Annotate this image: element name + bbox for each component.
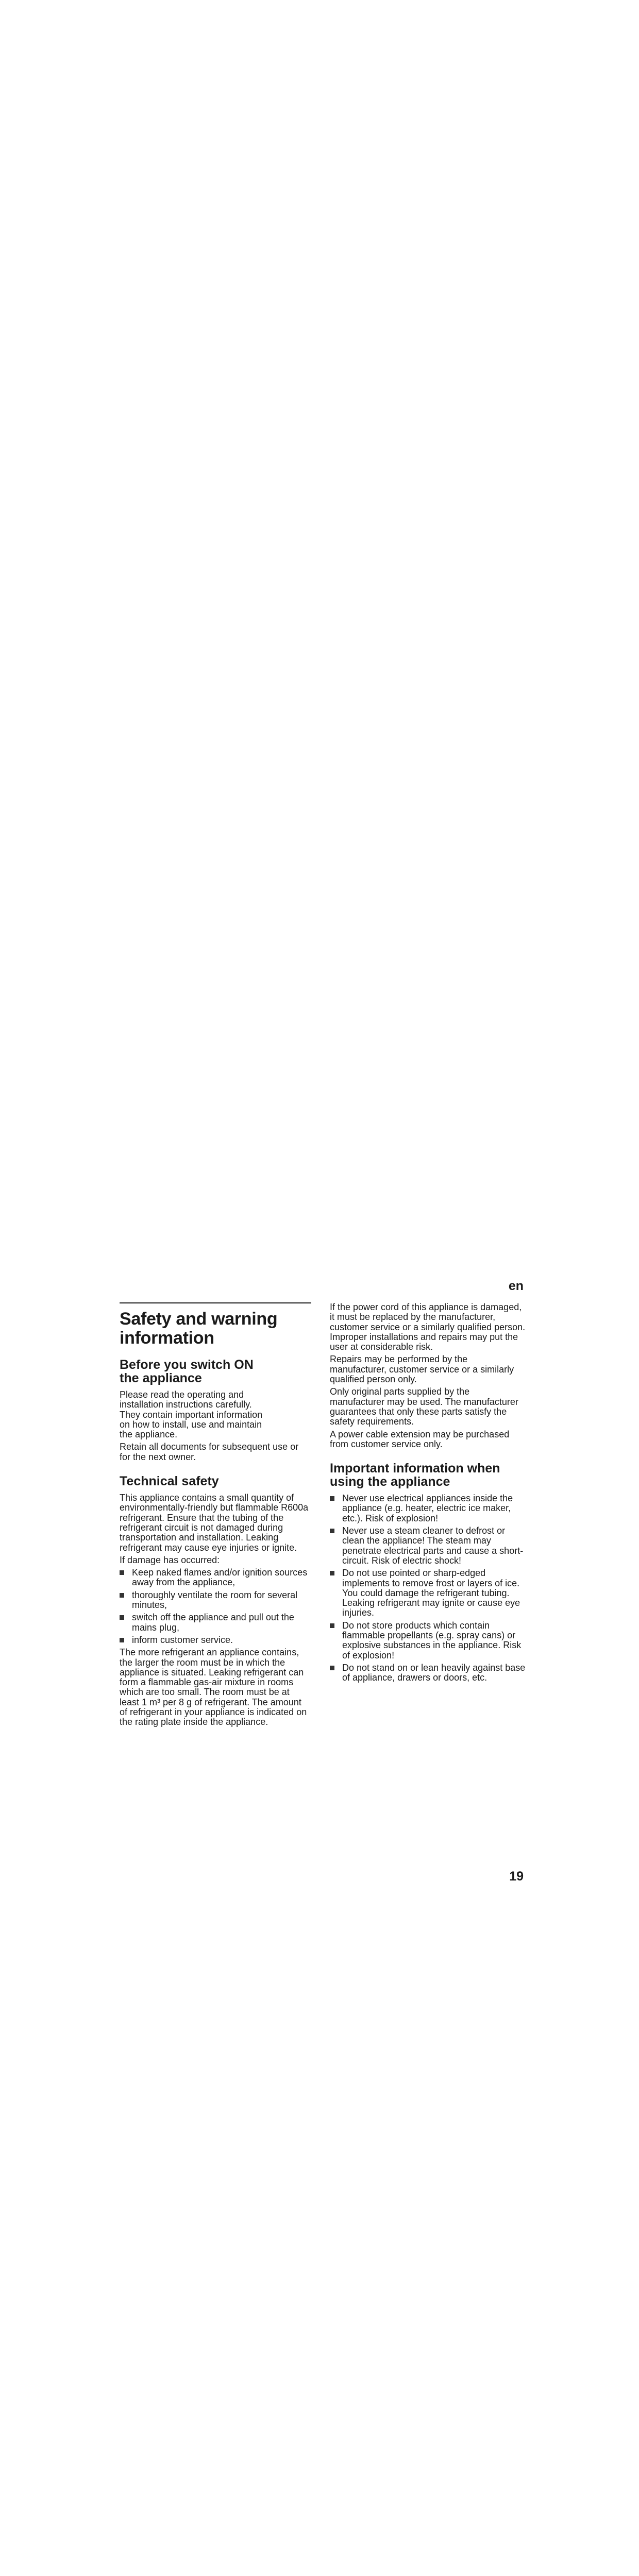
bullet-square-icon <box>330 1666 334 1670</box>
list-item-text: Do not stand on or lean heavily against base of appliance, drawers or doors, etc. <box>342 1662 526 1683</box>
left-column <box>120 1302 311 1730</box>
list-item <box>120 1568 311 1588</box>
technical-safety-intro: This appliance contains a small quantity of environmentally-friendly but flammable R600a refrigerant. Ensure that the tubing of the refrigerant circuit is not damaged during transportation and installation. Leaking refrigerant may cause eye injuries or ignite. <box>120 1493 309 1553</box>
bullet-square-icon <box>120 1593 124 1598</box>
original-parts-paragraph: Only original parts supplied by the manufacturer may be used. The manufacturer guarantees that only these parts satisfy the safety requirements. <box>330 1386 518 1427</box>
list-item-text: switch off the appliance and pull out the mains plug, <box>132 1612 294 1633</box>
right-column <box>330 1302 526 1686</box>
damage-actions-list <box>120 1568 311 1645</box>
section-heading-technical-safety: Technical safety <box>120 1474 219 1489</box>
list-item-text: Keep naked flames and/or ignition sources away from the appliance, <box>132 1567 308 1588</box>
list-item-text: thoroughly ventilate the room for several minutes, <box>132 1589 298 1611</box>
list-item-text: Never use electrical appliances inside the appliance (e.g. heater, electric ice maker, etc.). Risk of explosion! <box>342 1493 513 1523</box>
bullet-square-icon <box>120 1615 124 1620</box>
damage-lead-text: If damage has occurred: <box>120 1554 220 1565</box>
list-item-text: Never use a steam cleaner to defrost or clean the appliance! The steam may penetrate electrical parts and cause a short-circuit. Risk of electric shock! <box>342 1526 524 1566</box>
page-title: Safety and warning information <box>120 1309 278 1348</box>
list-item-text: Do not use pointed or sharp-edged implements to remove frost or layers of ice. You could damage the refrigerant tubing. Leaking refrigerant may ignite or cause eye injuries. <box>342 1568 520 1618</box>
list-item-text: inform customer service. <box>132 1634 233 1645</box>
bullet-square-icon <box>120 1570 124 1575</box>
list-item <box>330 1494 526 1523</box>
bullet-square-icon <box>330 1496 334 1501</box>
list-item <box>330 1621 526 1660</box>
list-item <box>120 1613 311 1633</box>
bullet-square-icon <box>330 1623 334 1628</box>
page-number: 19 <box>509 1869 524 1884</box>
power-cord-paragraph: If the power cord of this appliance is damaged, it must be replaced by the manufacturer, customer service or a similarly qualified person. Improper installations and repairs may put the user at considerable risk. <box>330 1302 526 1352</box>
before-switch-on-paragraph: Retain all documents for subsequent use or for the next owner. <box>120 1442 299 1462</box>
list-item <box>120 1635 311 1645</box>
list-item <box>120 1590 311 1611</box>
before-switch-on-paragraph: Please read the operating and installation instructions carefully. They contain important information on how to install, use and maintain the appliance. <box>120 1389 263 1440</box>
bullet-square-icon <box>120 1638 124 1642</box>
list-item <box>330 1526 526 1566</box>
repairs-paragraph: Repairs may be performed by the manufacturer, customer service or a similarly qualified person only. <box>330 1354 514 1385</box>
important-information-list <box>330 1494 526 1683</box>
refrigerant-room-size-paragraph: The more refrigerant an appliance contains, the larger the room must be in which the appliance is situated. Leaking refrigerant can form a flammable gas-air mixture in rooms which are too small. The room must be at least 1 m³ per 8 g of refrigerant. The amount of refrigerant in your appliance is indicated on the rating plate inside the appliance. <box>120 1647 307 1727</box>
cable-extension-paragraph: A power cable extension may be purchased from customer service only. <box>330 1429 510 1449</box>
bullet-square-icon <box>330 1571 334 1575</box>
list-item <box>330 1663 526 1683</box>
section-heading-important-information: Important information when using the appliance <box>330 1461 500 1489</box>
section-heading-before-switch-on: Before you switch ON the appliance <box>120 1358 254 1385</box>
list-item <box>330 1568 526 1618</box>
title-divider <box>120 1302 311 1303</box>
list-item-text: Do not store products which contain flammable propellants (e.g. spray cans) or explosive substances in the appliance. Risk of explosion! <box>342 1620 522 1660</box>
bullet-square-icon <box>330 1529 334 1533</box>
language-code: en <box>508 1279 524 1293</box>
